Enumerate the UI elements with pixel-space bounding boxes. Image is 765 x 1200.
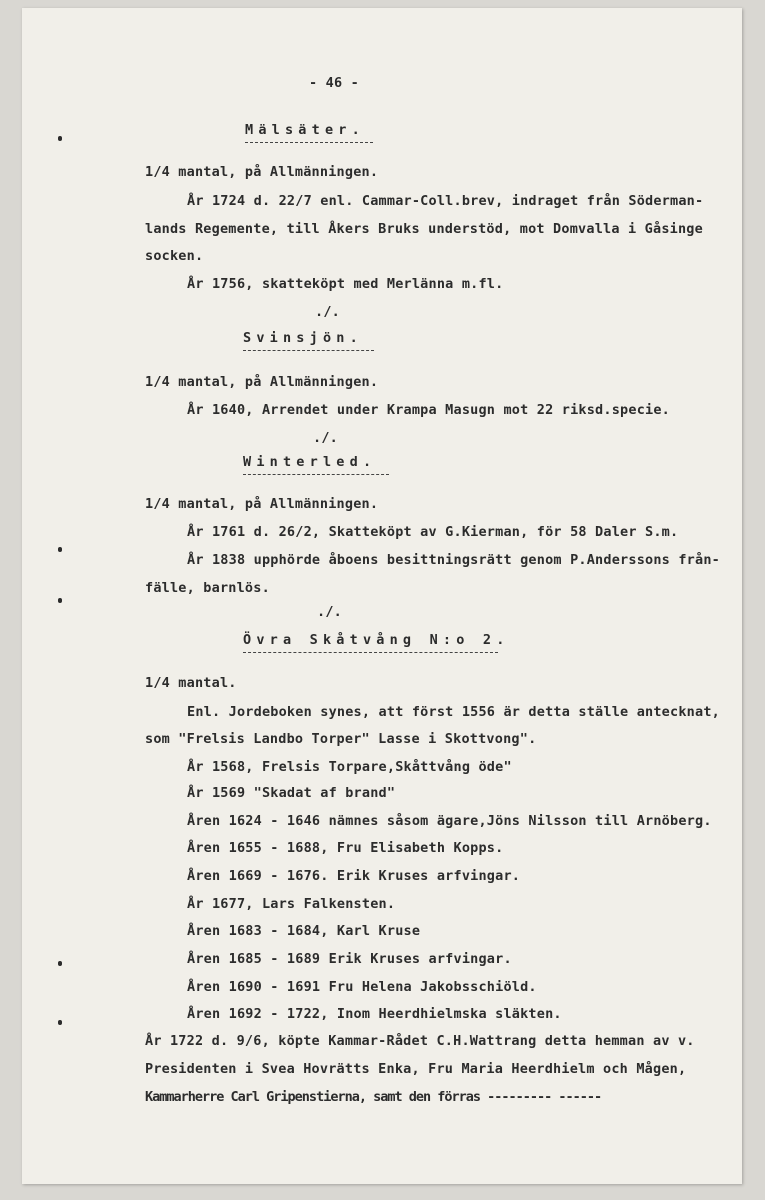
text-line: 1/4 mantal. bbox=[145, 675, 237, 691]
section-heading: Winterled. bbox=[243, 454, 377, 470]
text-line: fälle, barnlös. bbox=[145, 580, 270, 596]
text-line: 1/4 mantal, på Allmänningen. bbox=[145, 374, 379, 390]
text-line: som "Frelsis Landbo Torper" Lasse i Skottvong". bbox=[145, 731, 537, 747]
heading-underline bbox=[245, 142, 373, 143]
text-line: År 1569 "Skadat af brand" bbox=[187, 785, 396, 801]
text-line: År 1677, Lars Falkensten. bbox=[187, 896, 396, 912]
text-line: Åren 1685 - 1689 Erik Kruses arfvingar. bbox=[187, 951, 512, 967]
punch-hole-mark bbox=[58, 598, 62, 603]
text-line: Presidenten i Svea Hovrätts Enka, Fru Maria Heerdhielm och Mågen, bbox=[145, 1061, 687, 1077]
text-line: Åren 1669 - 1676. Erik Kruses arfvingar. bbox=[187, 868, 521, 884]
section-heading: Mälsäter. bbox=[245, 122, 365, 138]
section-separator: ./. bbox=[315, 304, 340, 320]
text-line: lands Regemente, till Åkers Bruks understöd, mot Domvalla i Gåsinge bbox=[145, 221, 703, 237]
text-line: Åren 1683 - 1684, Karl Kruse bbox=[187, 923, 421, 939]
text-line: 1/4 mantal, på Allmänningen. bbox=[145, 164, 379, 180]
text-line: År 1761 d. 26/2, Skatteköpt av G.Kierman, för 58 Daler S.m. bbox=[187, 524, 679, 540]
heading-underline bbox=[243, 350, 374, 351]
text-line: År 1756, skatteköpt med Merlänna m.fl. bbox=[187, 276, 504, 292]
text-line: År 1724 d. 22/7 enl. Cammar-Coll.brev, indraget från Söderman- bbox=[187, 193, 704, 209]
punch-hole-mark bbox=[58, 961, 62, 966]
text-line: År 1722 d. 9/6, köpte Kammar-Rådet C.H.Wattrang detta hemman av v. bbox=[145, 1033, 695, 1049]
section-separator: ./. bbox=[313, 430, 338, 446]
punch-hole-mark bbox=[58, 136, 62, 141]
section-separator: ./. bbox=[317, 604, 342, 620]
text-line: Enl. Jordeboken synes, att först 1556 är detta ställe antecknat, bbox=[187, 704, 720, 720]
punch-hole-mark bbox=[58, 1020, 62, 1025]
text-line: År 1568, Frelsis Torpare,Skåttvång öde" bbox=[187, 759, 512, 775]
text-line: År 1838 upphörde åboens besittningsrätt genom P.Anderssons från- bbox=[187, 552, 720, 568]
heading-underline bbox=[243, 652, 498, 653]
page-number: - 46 - bbox=[309, 75, 359, 91]
text-line: År 1640, Arrendet under Krampa Masugn mot 22 riksd.specie. bbox=[187, 402, 671, 418]
section-heading: Svinsjön. bbox=[243, 330, 363, 346]
text-line: Åren 1690 - 1691 Fru Helena Jakobsschiöld. bbox=[187, 979, 537, 995]
text-line: Åren 1624 - 1646 nämnes såsom ägare,Jöns Nilsson till Arnöberg. bbox=[187, 813, 712, 829]
punch-hole-mark bbox=[58, 547, 62, 552]
document-page bbox=[22, 8, 742, 1184]
text-line: Åren 1655 - 1688, Fru Elisabeth Kopps. bbox=[187, 840, 504, 856]
text-line: socken. bbox=[145, 248, 204, 264]
text-line: Kammarherre Carl Gripenstierna, samt den förras --------- ------ bbox=[145, 1089, 602, 1105]
text-line: 1/4 mantal, på Allmänningen. bbox=[145, 496, 379, 512]
heading-underline bbox=[243, 474, 389, 475]
text-line: Åren 1692 - 1722, Inom Heerdhielmska släkten. bbox=[187, 1006, 562, 1022]
section-heading: Övra Skåtvång N:o 2. bbox=[243, 632, 510, 648]
